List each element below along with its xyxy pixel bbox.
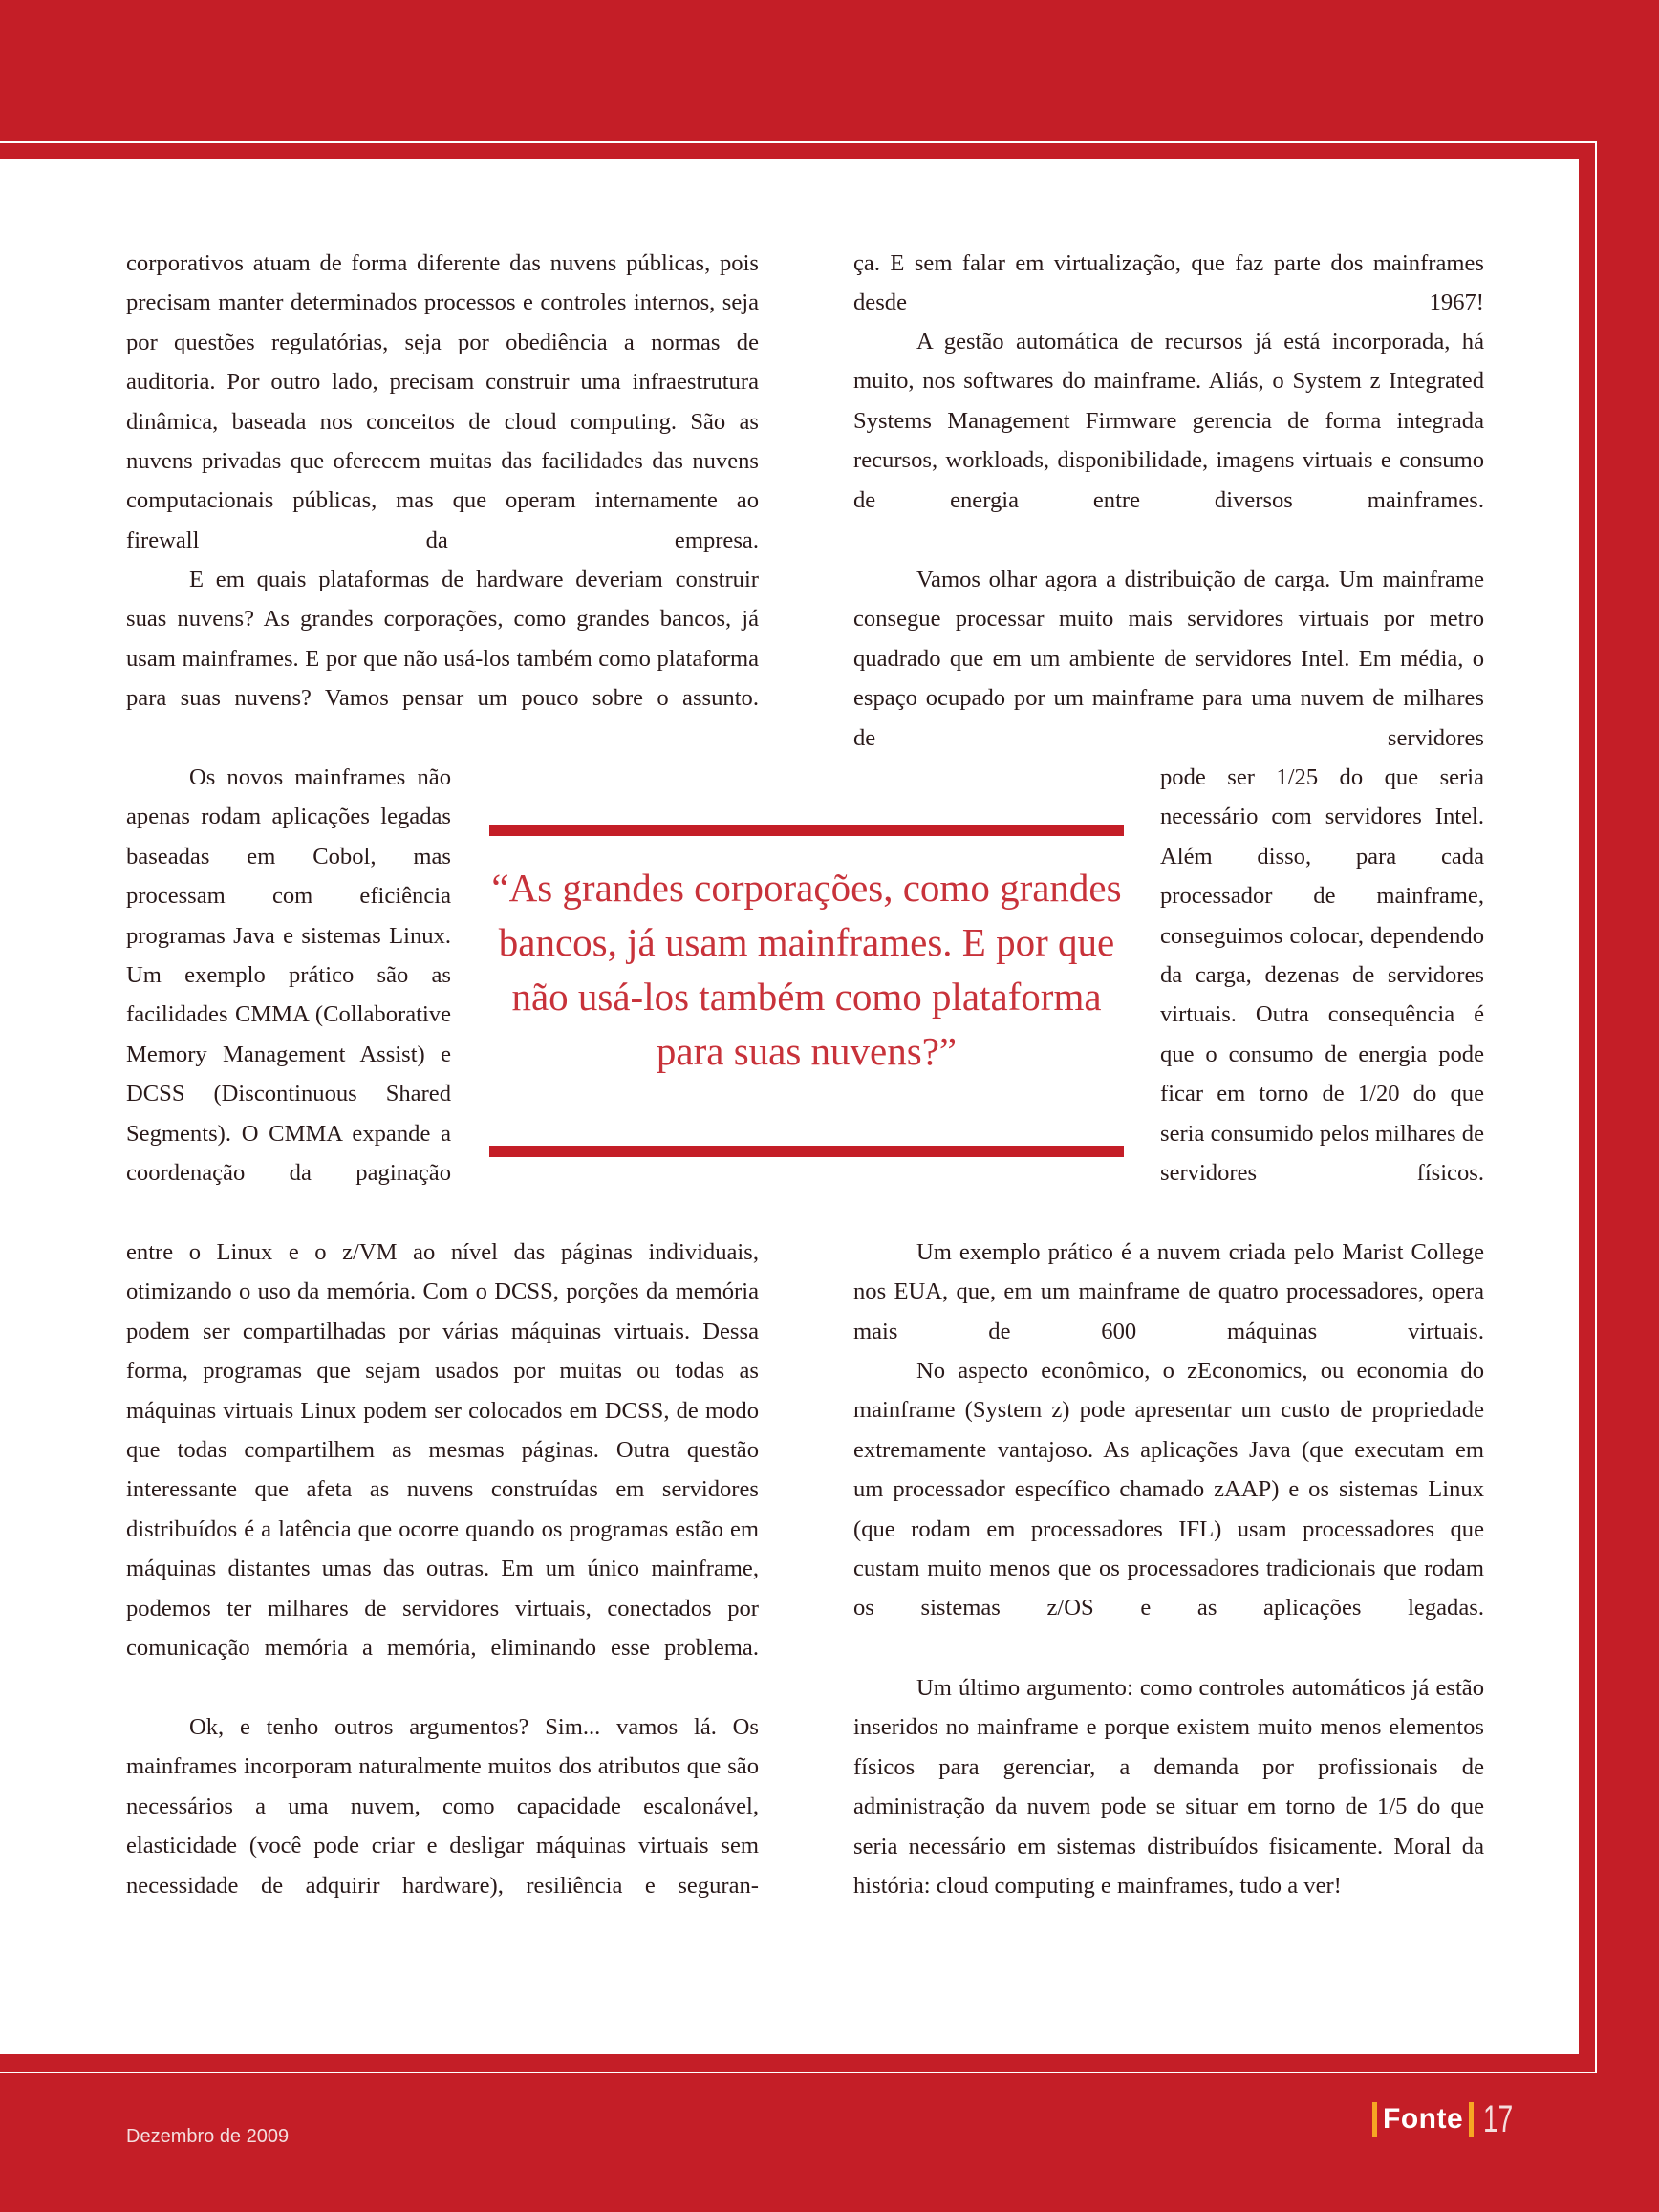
pull-quote-text: “As grandes corporações, como grandes bancos, já usam mainframes. E por que não usá-los também como plataforma para suas nuvens?” xyxy=(491,866,1122,1073)
right-paragraph-2: A gestão automática de recursos já está incorporada, há muito, nos softwares do mainframe. Aliás, o System z Integrated Systems Management Firmware gerencia de forma integrada recursos, workloads, disponibilidade, imagens virtuais e consumo de energia entre diversos mainframes. xyxy=(853,329,1484,513)
pull-quote-box xyxy=(489,825,1124,1157)
left-paragraph-3: Os novos mainframes não apenas rodam aplicações legadas baseadas em Cobol, mas processam com eficiência programas Java e sistemas Linux. Um exemplo prático são as facilidades CMMA (Collaborative Memory Management Assist) e DCSS (Discontinuous Shared Segments). O CMMA expande a coordenação da paginação xyxy=(126,764,451,1187)
left-paragraph-1: corporativos atuam de forma diferente das nuvens públicas, pois precisam manter determinados processos e controles internos, seja por questões regulatórias, seja por obediência a normas de auditoria. Por outro lado, precisam construir uma infraestrutura dinâmica, baseada nos conceitos de cloud computing. São as nuvens privadas que oferecem muitas das facilidades das nuvens computacionais públicas, mas que operam internamente ao firewall da empresa. xyxy=(126,250,759,553)
left-paragraph-4: entre o Linux e o z/VM ao nível das páginas individuais, otimizando o uso da memória. Com o DCSS, porções da memória podem ser compartilhadas por várias máquinas virtuais. Dessa forma, programas que sejam usados por muitas ou todas as máquinas virtuais Linux podem ser colocados em DCSS, de modo que todas compartilhem as mesmas páginas. Outra questão interessante que afeta as nuvens construídas em servidores distribuídos é a latência que ocorre quando os programas estão em máquinas distantes umas das outras. Em um único mainframe, podemos ter milhares de servidores virtuais, conectados por comunicação memória a memória, eliminando esse problema. xyxy=(126,1239,759,1662)
issue-date: Dezembro de 2009 xyxy=(126,2126,290,2147)
right-paragraph-7: Um último argumento: como controles automáticos já estão inseridos no mainframe e porque existem muito menos elementos físicos para gerenciar, a demanda por profissionais de administração da nuvem pode se situar em torno de 1/5 do que seria necessário em sistemas distribuídos fisicamente. Moral da história: cloud computing e mainframes, tudo a ver! xyxy=(853,1675,1484,1900)
frame-rule-bottom xyxy=(0,2072,1597,2073)
right-paragraph-3: Vamos olhar agora a distribuição de carga. Um mainframe consegue processar muito mais servidores virtuais por metro quadrado que em um ambiente de servidores Intel. Em média, o espaço ocupado por um mainframe para uma nuvem de milhares de servidores xyxy=(853,567,1484,751)
page-number: 17 xyxy=(1483,2097,1514,2140)
magazine-logo: Fonte xyxy=(1383,2103,1464,2135)
left-paragraph-5: Ok, e tenho outros argumentos? Sim... vamos lá. Os mainframes incorporam naturalmente muitos dos atributos que são necessários a uma nuvem, como capacidade escalonável, elasticidade (você pode criar e desligar máquinas virtuais sem necessidade de adquirir hardware), resiliência e seguran- xyxy=(126,1714,759,1899)
left-paragraph-2: E em quais plataformas de hardware deveriam construir suas nuvens? As grandes corporações, como grandes bancos, já usam mainframes. E por que não usá-los também como plataforma para suas nuvens? Vamos pensar um pouco sobre o assunto. xyxy=(126,567,759,712)
frame-rule-top xyxy=(0,141,1597,143)
right-paragraph-1: ça. E sem falar em virtualização, que faz parte dos mainframes desde 1967! xyxy=(853,250,1484,316)
frame-rule-right xyxy=(1595,141,1597,2073)
right-paragraph-4: pode ser 1/25 do que seria necessário com servidores Intel. Além disso, para cada processador de mainframe, conseguimos colocar, dependendo da carga, dezenas de servidores virtuais. Outra consequência é que o consumo de energia pode ficar em torno de 1/20 do que seria consumido pelos milhares de servidores físicos. xyxy=(1160,764,1484,1187)
right-paragraph-6: No aspecto econômico, o zEconomics, ou economia do mainframe (System z) pode apresentar um custo de propriedade extremamente vantajoso. As aplicações Java (que executam em um processador específico chamado zAAP) e os sistemas Linux (que rodam em processadores IFL) usam processadores que custam muito menos que os processadores tradicionais que rodam os sistemas z/OS e as aplicações legadas. xyxy=(853,1358,1484,1621)
footer-brand xyxy=(1372,2097,1526,2140)
right-paragraph-5: Um exemplo prático é a nuvem criada pelo Marist College nos EUA, que, em um mainframe de quatro processadores, opera mais de 600 máquinas virtuais. xyxy=(853,1239,1484,1344)
brand-accent-bar-right xyxy=(1469,2102,1474,2137)
